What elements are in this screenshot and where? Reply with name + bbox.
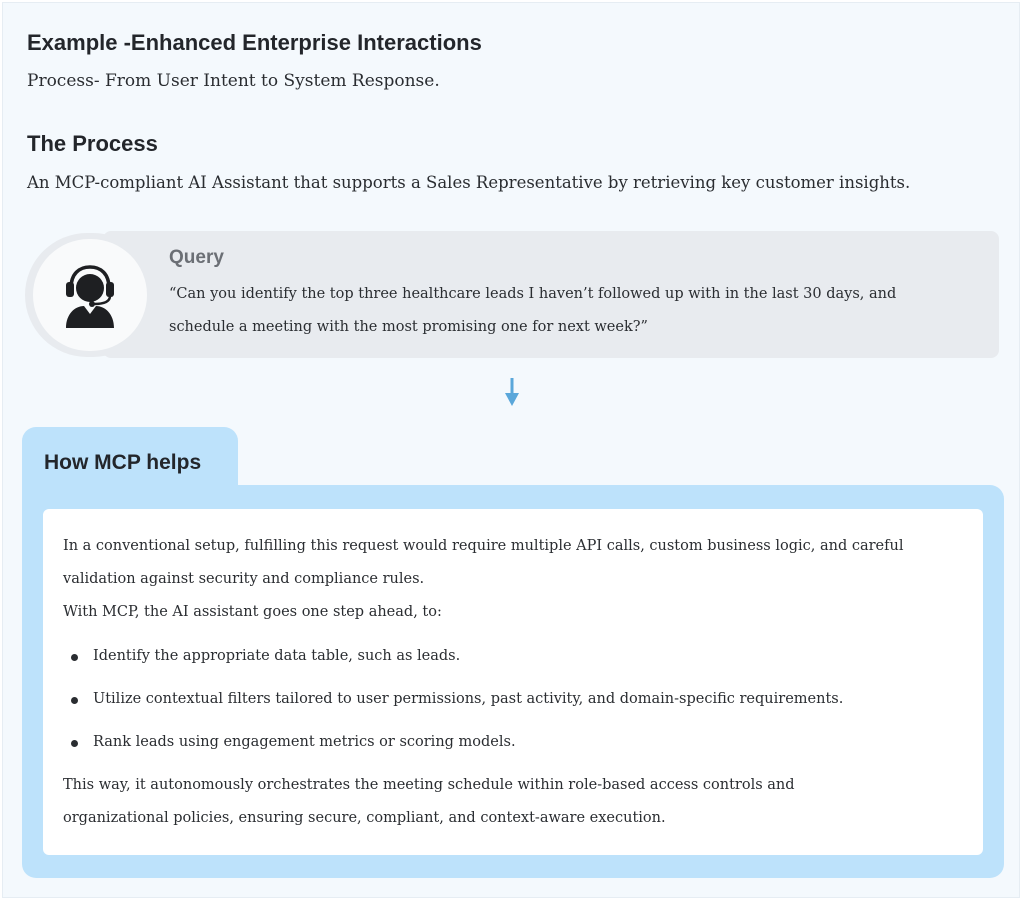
bullet-item: Rank leads using engagement metrics or scoring models. [93,734,516,750]
query-text-line: “Can you identify the top three healthcare leads I haven’t followed up with in the last 30 days, and [169,286,897,302]
conclusion-line: organizational policies, ensuring secure, compliant, and context-aware execution. [63,810,666,826]
intro-line: With MCP, the AI assistant goes one step ahead, to: [63,604,442,620]
support-agent-icon [62,264,118,330]
avatar [33,239,147,351]
mcp-helps-content [43,509,983,855]
process-heading: The Process [27,131,158,156]
page [2,2,1020,898]
bullet-item: Utilize contextual filters tailored to user permissions, past activity, and domain-specific requirements. [93,691,844,707]
page-subtitle: Process- From User Intent to System Response. [27,71,440,91]
query-text-line: schedule a meeting with the most promising one for next week?” [169,319,648,335]
bullet-dot-icon [71,697,78,704]
bullet-dot-icon [71,740,78,747]
arrow-down-icon [503,378,521,408]
intro-line: validation against security and compliance rules. [63,571,425,587]
query-label: Query [169,247,224,268]
mcp-helps-title: How MCP helps [44,451,202,474]
page-title: Example -Enhanced Enterprise Interactions [27,30,482,55]
bullet-item: Identify the appropriate data table, such as leads. [93,648,461,664]
conclusion-line: This way, it autonomously orchestrates the meeting schedule within role-based access controls and [63,777,795,793]
bullet-dot-icon [71,654,78,661]
intro-line: In a conventional setup, fulfilling this request would require multiple API calls, custom business logic, and careful [63,538,904,554]
process-description: An MCP-compliant AI Assistant that supports a Sales Representative by retrieving key customer insights. [27,173,911,192]
